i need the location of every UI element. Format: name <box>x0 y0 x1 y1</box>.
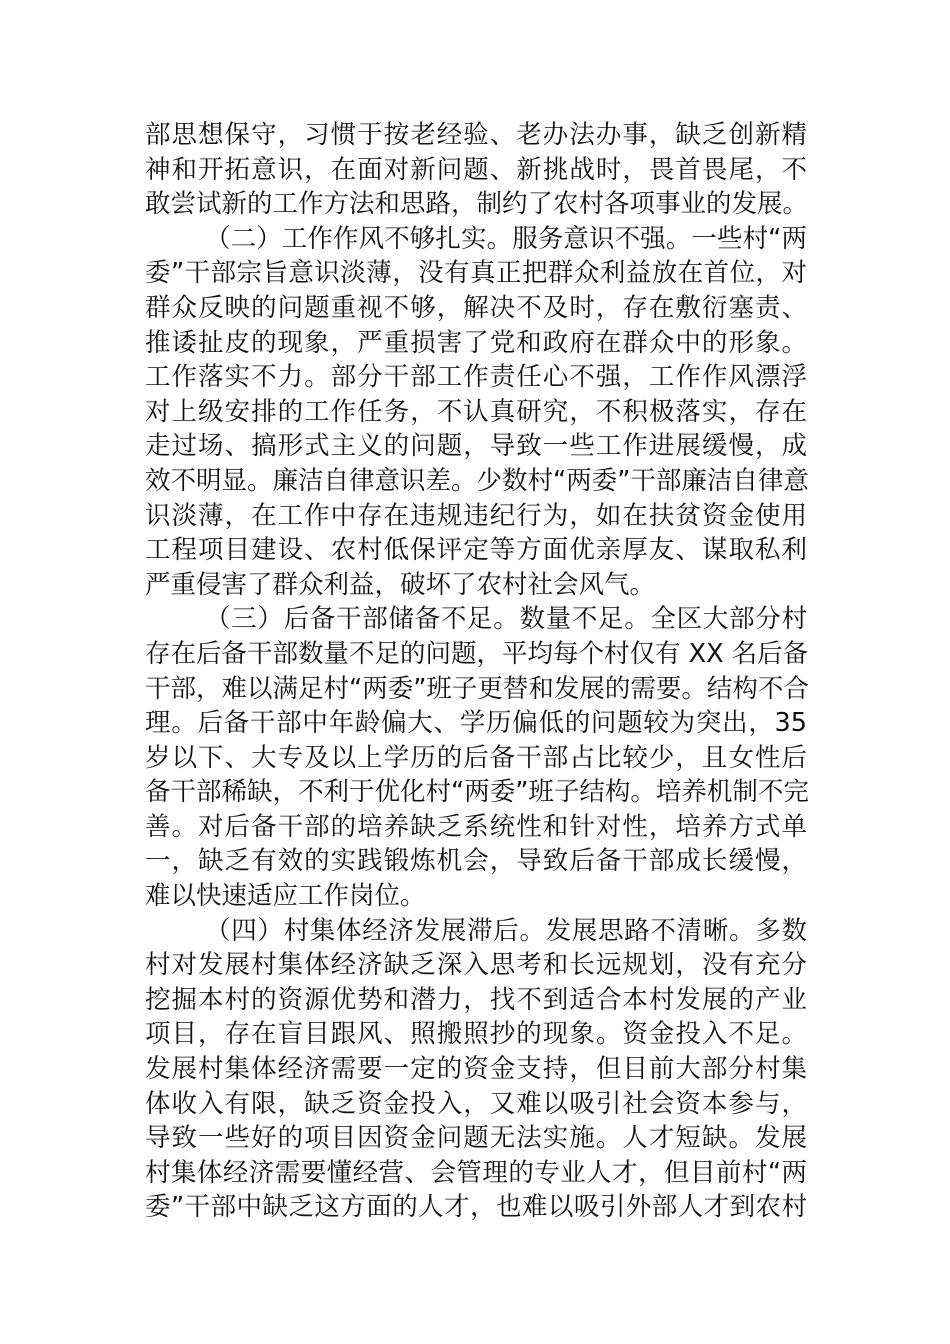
text-line: 效不明显。廉洁自律意识差。少数村“两委”干部廉洁自律意 <box>145 465 809 496</box>
text-line: 委”干部宗旨意识淡薄，没有真正把群众利益放在首位，对 <box>145 258 807 289</box>
document-page <box>145 118 807 1225</box>
text-line: 岁以下、大专及以上学历的后备干部占比较少，且女性后 <box>145 742 807 773</box>
paragraph-first-line: （四）村集体经济发展滞后。发展思路不清晰。多数 <box>205 915 807 946</box>
paragraph-first-line: （三）后备干部储备不足。数量不足。全区大部分村 <box>205 604 807 635</box>
text-line: 村对发展村集体经济缺乏深入思考和长远规划，没有充分 <box>145 950 807 981</box>
text-line: 群众反映的问题重视不够，解决不及时，存在敷衍塞责、 <box>145 292 807 323</box>
text-line: 善。对后备干部的培养缺乏系统性和针对性，培养方式单 <box>145 811 807 842</box>
text-line: 推诿扯皮的现象，严重损害了党和政府在群众中的形象。 <box>145 327 807 358</box>
text-line: 一，缺乏有效的实践锻炼机会，导致后备干部成长缓慢， <box>145 846 807 877</box>
text-line: 走过场、搞形式主义的问题，导致一些工作进展缓慢，成 <box>145 431 807 462</box>
text-line: 导致一些好的项目因资金问题无法实施。人才短缺。发展 <box>145 1123 807 1154</box>
paragraph-first-line: （二）工作作风不够扎实。服务意识不强。一些村“两 <box>205 223 807 254</box>
text-line: 识淡薄，在工作中存在违规违纪行为，如在扶贫资金使用 <box>145 500 807 531</box>
text-line: 难以快速适应工作岗位。 <box>145 881 426 912</box>
text-line: 备干部稀缺，不利于优化村“两委”班子结构。培养机制不完 <box>145 777 809 808</box>
text-line: 部思想保守，习惯于按老经验、老办法办事，缺乏创新精 <box>145 120 807 150</box>
text-line: 项目，存在盲目跟风、照搬照抄的现象。资金投入不足。 <box>145 1019 807 1050</box>
text-line: 存在后备干部数量不足的问题，平均每个村仅有 XX 名后备 <box>145 638 809 669</box>
text-line: 严重侵害了群众利益，破坏了农村社会风气。 <box>145 569 656 600</box>
text-line: 神和开拓意识，在面对新问题、新挑战时，畏首畏尾，不 <box>145 154 807 185</box>
text-line: 挖掘本村的资源优势和潜力，找不到适合本村发展的产业 <box>145 984 807 1015</box>
text-line: 委”干部中缺乏这方面的人才，也难以吸引外部人才到农村 <box>145 1192 807 1223</box>
text-line: 工程项目建设、农村低保评定等方面优亲厚友、谋取私利 <box>145 535 807 566</box>
text-line: 理。后备干部中年龄偏大、学历偏低的问题较为突出，35 <box>145 708 807 739</box>
text-line: 工作落实不力。部分干部工作责任心不强，工作作风漂浮 <box>145 362 807 393</box>
text-line: 体收入有限，缺乏资金投入，又难以吸引社会资本参与， <box>145 1088 807 1119</box>
text-line: 发展村集体经济需要一定的资金支持，但目前大部分村集 <box>145 1054 807 1085</box>
text-line: 村集体经济需要懂经营、会管理的专业人才，但目前村“两 <box>145 1157 807 1188</box>
text-line: 敢尝试新的工作方法和思路，制约了农村各项事业的发展。 <box>145 189 809 220</box>
text-line: 干部，难以满足村“两委”班子更替和发展的需要。结构不合 <box>145 673 809 704</box>
text-line: 对上级安排的工作任务，不认真研究，不积极落实，存在 <box>145 396 807 427</box>
